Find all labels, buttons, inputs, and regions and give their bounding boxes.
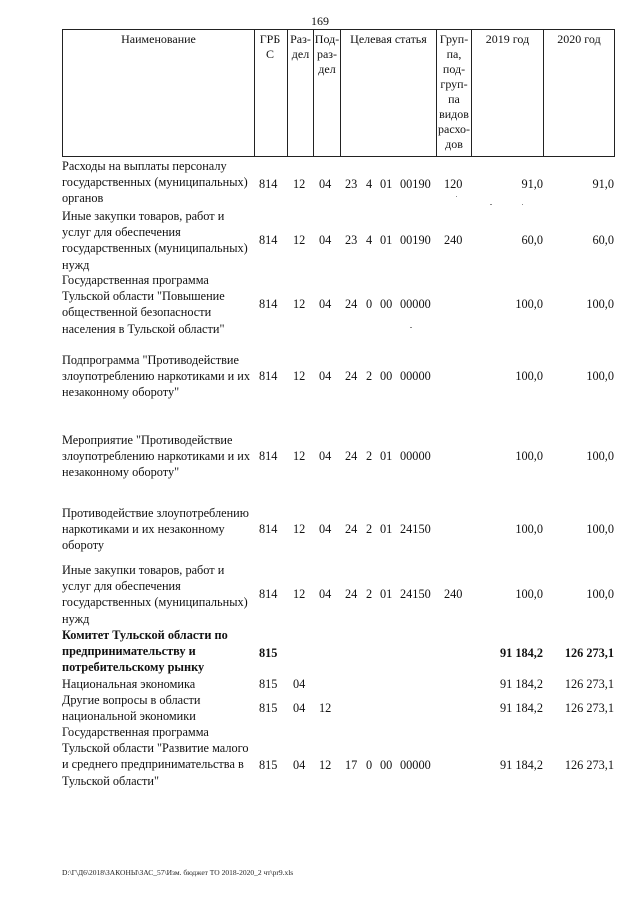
cell-target-2: 2 — [366, 587, 373, 601]
cell-razdel: 04 — [293, 701, 306, 715]
cell-target-1: 17 — [345, 758, 358, 772]
page-number: 169 — [311, 14, 329, 28]
row-name: Мероприятие "Противодействие злоупотреблению наркотиками и их незаконному обороту" — [62, 433, 251, 480]
row-name: Комитет Тульской области по предпринимательству и потребительскому рынку — [62, 628, 228, 675]
cell-2020: 126 273,1 — [564, 646, 614, 660]
cell-grbs: 814 — [259, 522, 278, 536]
cell-target-2: 2 — [366, 369, 373, 383]
cell-2019: 91 184,2 — [499, 677, 543, 691]
cell-grbs: 815 — [259, 701, 278, 715]
cell-target-3: 01 — [380, 177, 393, 191]
header-name: Наименование — [121, 32, 196, 46]
row-name: Иные закупки товаров, работ и услуг для обеспечения государственных (муниципальных) нужд — [62, 563, 248, 626]
header-2020: 2020 год — [557, 32, 601, 46]
row-name: Национальная экономика — [62, 677, 196, 691]
cell-target-4: 00000 — [400, 449, 431, 463]
cell-grbs: 815 — [259, 677, 278, 691]
cell-grbs: 814 — [259, 587, 278, 601]
cell-razdel: 04 — [293, 758, 306, 772]
cell-2020: 91,0 — [592, 177, 614, 191]
cell-target-1: 24 — [345, 369, 358, 383]
cell-grbs: 814 — [259, 297, 278, 311]
header-group: Груп- па, под- груп- па видов расхо- дов — [438, 32, 471, 151]
cell-target-1: 23 — [345, 233, 358, 247]
header-grbs: ГРБ С — [259, 32, 281, 61]
cell-razdel: 12 — [293, 369, 306, 383]
header-2019: 2019 год — [485, 32, 530, 46]
cell-target-3: 00 — [380, 758, 393, 772]
cell-2020: 126 273,1 — [564, 701, 614, 715]
cell-podrazdel: 12 — [319, 701, 332, 715]
cell-2020: 100,0 — [586, 369, 614, 383]
cell-2020: 100,0 — [586, 522, 614, 536]
cell-group: 240 — [444, 587, 463, 601]
cell-group: 120 — [444, 177, 463, 191]
row-name: Другие вопросы в области национальной экономики — [62, 693, 201, 724]
cell-2020: 100,0 — [586, 297, 614, 311]
cell-target-3: 01 — [380, 449, 393, 463]
cell-target-1: 24 — [345, 297, 358, 311]
cell-podrazdel: 12 — [319, 758, 332, 772]
cell-target-4: 24150 — [400, 587, 431, 601]
header-target: Целевая статья — [350, 32, 427, 46]
cell-target-4: 00190 — [400, 177, 431, 191]
cell-target-3: 00 — [380, 369, 393, 383]
header-razdel: Раз- дел — [290, 32, 311, 61]
cell-razdel: 12 — [293, 297, 306, 311]
cell-target-4: 00190 — [400, 233, 431, 247]
cell-target-1: 24 — [345, 522, 358, 536]
cell-target-2: 4 — [366, 233, 373, 247]
cell-podrazdel: 04 — [319, 233, 332, 247]
cell-target-4: 24150 — [400, 522, 431, 536]
cell-2019: 91 184,2 — [499, 758, 543, 772]
cell-2020: 126 273,1 — [564, 758, 614, 772]
cell-2020: 100,0 — [586, 587, 614, 601]
cell-2019: 100,0 — [515, 587, 543, 601]
cell-target-4: 00000 — [400, 369, 431, 383]
row-name: Расходы на выплаты персоналу государственных (муниципальных) органов — [62, 159, 248, 206]
file-path-footer: D:\Г\Д6\2018\ЗАКОНЫ\ЗАС_57\Изм. бюджет ТО 2018-2020_2 чт\pr9.xls — [62, 868, 294, 877]
cell-target-3: 00 — [380, 297, 393, 311]
cell-razdel: 12 — [293, 177, 306, 191]
cell-target-3: 01 — [380, 587, 393, 601]
cell-2020: 60,0 — [592, 233, 614, 247]
cell-2020: 126 273,1 — [564, 677, 614, 691]
cell-razdel: 04 — [293, 677, 306, 691]
cell-podrazdel: 04 — [319, 449, 332, 463]
cell-grbs: 814 — [259, 233, 278, 247]
cell-2019: 100,0 — [515, 369, 543, 383]
cell-target-2: 4 — [366, 177, 373, 191]
cell-target-3: 01 — [380, 522, 393, 536]
cell-podrazdel: 04 — [319, 297, 332, 311]
cell-podrazdel: 04 — [319, 587, 332, 601]
header-podrazdel: Под- раз- дел — [314, 32, 340, 76]
cell-target-3: 01 — [380, 233, 393, 247]
row-name: Государственная программа Тульской области "Развитие малого и среднего предпринимательства в Тульской области" — [62, 725, 249, 788]
row-name: Подпрограмма "Противодействие злоупотреблению наркотиками и их незаконному обороту" — [62, 353, 251, 400]
cell-grbs: 814 — [259, 369, 278, 383]
cell-target-1: 24 — [345, 587, 358, 601]
cell-razdel: 12 — [293, 449, 306, 463]
row-name: Иные закупки товаров, работ и услуг для обеспечения государственных (муниципальных) нужд — [62, 209, 248, 272]
cell-grbs: 815 — [259, 646, 278, 660]
cell-grbs: 815 — [259, 758, 278, 772]
cell-target-2: 2 — [366, 449, 373, 463]
cell-2019: 100,0 — [515, 522, 543, 536]
cell-2019: 91 184,2 — [499, 701, 543, 715]
cell-grbs: 814 — [259, 449, 278, 463]
cell-razdel: 12 — [293, 233, 306, 247]
cell-razdel: 12 — [293, 587, 306, 601]
cell-group: 240 — [444, 233, 463, 247]
cell-target-2: 0 — [366, 758, 373, 772]
cell-target-2: 2 — [366, 522, 373, 536]
cell-2020: 100,0 — [586, 449, 614, 463]
cell-podrazdel: 04 — [319, 369, 332, 383]
cell-2019: 91,0 — [521, 177, 543, 191]
cell-grbs: 814 — [259, 177, 278, 191]
cell-target-1: 23 — [345, 177, 358, 191]
cell-target-2: 0 — [366, 297, 373, 311]
cell-2019: 100,0 — [515, 449, 543, 463]
cell-2019: 91 184,2 — [499, 646, 543, 660]
row-name: Государственная программа Тульской области "Повышение общественной безопасности населения в Тульской области" — [62, 273, 225, 336]
cell-razdel: 12 — [293, 522, 306, 536]
cell-target-1: 24 — [345, 449, 358, 463]
cell-target-4: 00000 — [400, 758, 431, 772]
cell-target-4: 00000 — [400, 297, 431, 311]
cell-2019: 100,0 — [515, 297, 543, 311]
cell-podrazdel: 04 — [319, 177, 332, 191]
row-name: Противодействие злоупотреблению наркотиками и их незаконному обороту — [62, 506, 249, 553]
cell-podrazdel: 04 — [319, 522, 332, 536]
cell-2019: 60,0 — [521, 233, 543, 247]
